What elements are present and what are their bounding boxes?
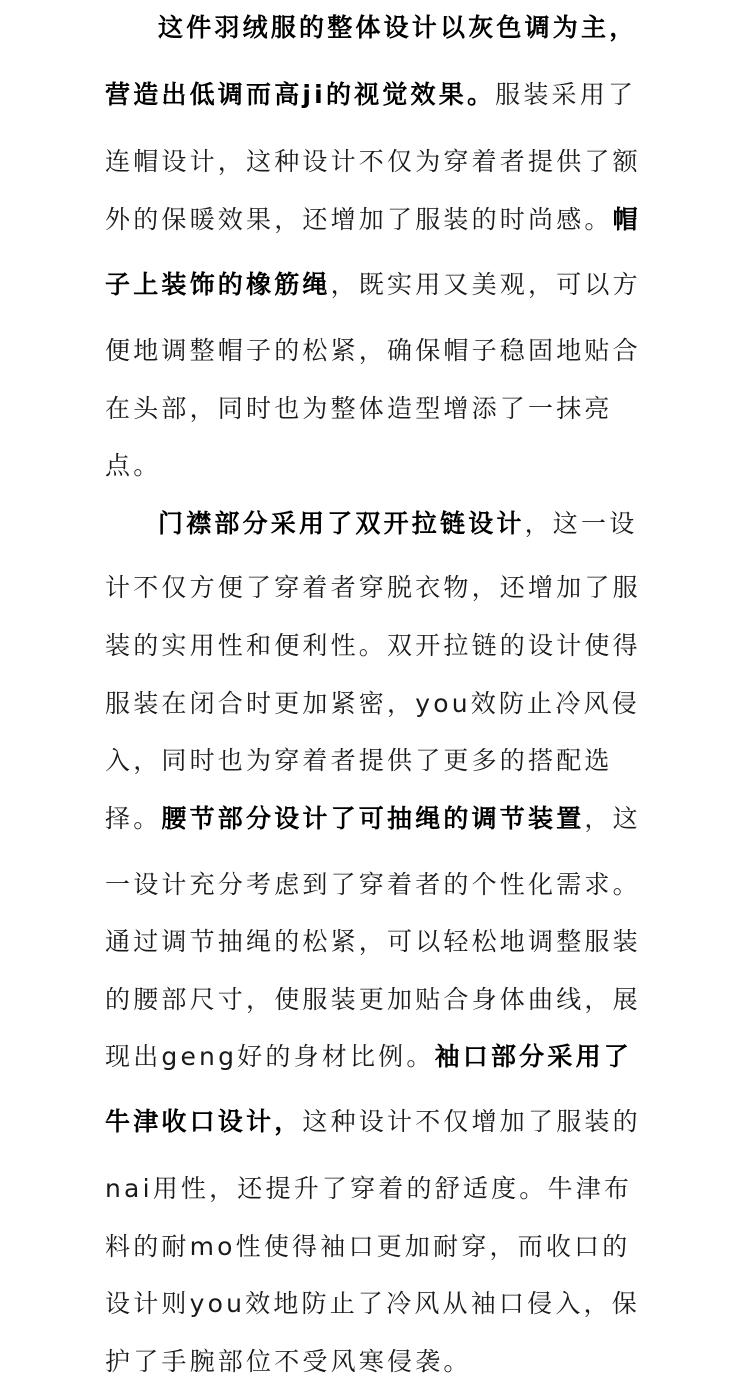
text-run: nai用性，还提升了穿着的舒适度。牛津布 [105,1174,633,1203]
text-run: 的腰部尺寸，使服装更加贴合身体曲线，展 [105,985,641,1014]
text-line-12 [105,687,665,721]
text-line-3 [105,145,665,179]
text-line-4 [105,203,665,237]
text-line-22 [105,1287,665,1321]
text-run: 设计则you效地防止了冷风从袖口侵入，保 [105,1289,640,1318]
text-run: 装的实用性和便利性。双开拉链的设计使得 [105,631,641,660]
bold-run: 子上装饰的橡筋绳 [105,270,331,299]
text-line-10 [105,571,665,605]
text-run: ，这 [584,804,641,833]
text-line-18 [105,1040,665,1074]
text-run: 点。 [105,451,162,480]
text-line-21 [105,1230,665,1264]
text-run: 外的保暖效果，还增加了服装的时尚感。 [105,205,613,234]
text-run: 择。 [105,804,162,833]
text-run: 计不仅方便了穿着者穿脱衣物，还增加了服 [105,573,641,602]
text-run: 服装在闭合时更加紧密，you效防止冷风侵 [105,689,640,718]
text-line-5 [105,268,665,302]
text-line-17 [105,983,665,1017]
text-run: 便地调整帽子的松紧，确保帽子稳固地贴合 [105,336,641,365]
text-line-23 [105,1345,665,1379]
text-line-13 [105,744,665,778]
bold-run: 门襟部分采用了双开拉链设计 [158,509,525,538]
bold-run: 腰节部分设计了可抽绳的调节装置 [161,804,585,833]
bold-run: 这件羽绒服的整体设计以灰色调为主， [158,13,638,42]
text-run: ，既实用又美观，可以方 [330,270,641,299]
text-run: 现出geng好的身材比例。 [105,1042,435,1071]
text-run: 一设计充分考虑到了穿着者的个性化需求。 [105,870,641,899]
text-run: 通过调节抽绳的松紧，可以轻松地调整服装 [105,927,641,956]
text-line-11 [105,629,665,663]
text-run: 这种设计不仅增加了服装的 [302,1107,641,1136]
text-run: 在头部，同时也为整体造型增添了一抹亮 [105,394,613,423]
text-run: 料的耐mo性使得袖口更加耐穿，而收口的 [105,1232,631,1261]
text-run: 连帽设计，这种设计不仅为穿着者提供了额 [105,147,641,176]
text-line-1 [158,11,668,45]
text-line-20 [105,1172,665,1206]
text-line-7 [105,392,665,426]
bold-run: 袖口部分采用了 [434,1042,632,1071]
text-run: 护了手腕部位不受风寒侵袭。 [105,1347,472,1376]
text-run: ，这一设 [524,509,638,538]
text-line-2 [105,78,665,112]
bold-run: 帽 [612,205,641,234]
text-line-19 [105,1105,665,1139]
text-line-9 [158,507,668,541]
bold-run: 牛津收口设计， [105,1107,303,1136]
text-line-6 [105,334,665,368]
text-line-8 [105,449,665,483]
bold-run: 营造出低调而高ji的视觉效果。 [105,80,496,109]
text-line-14 [105,802,665,836]
text-line-15 [105,868,665,902]
text-run: 入，同时也为穿着者提供了更多的搭配选 [105,746,613,775]
text-run: 服装采用了 [495,80,637,109]
text-line-16 [105,925,665,959]
